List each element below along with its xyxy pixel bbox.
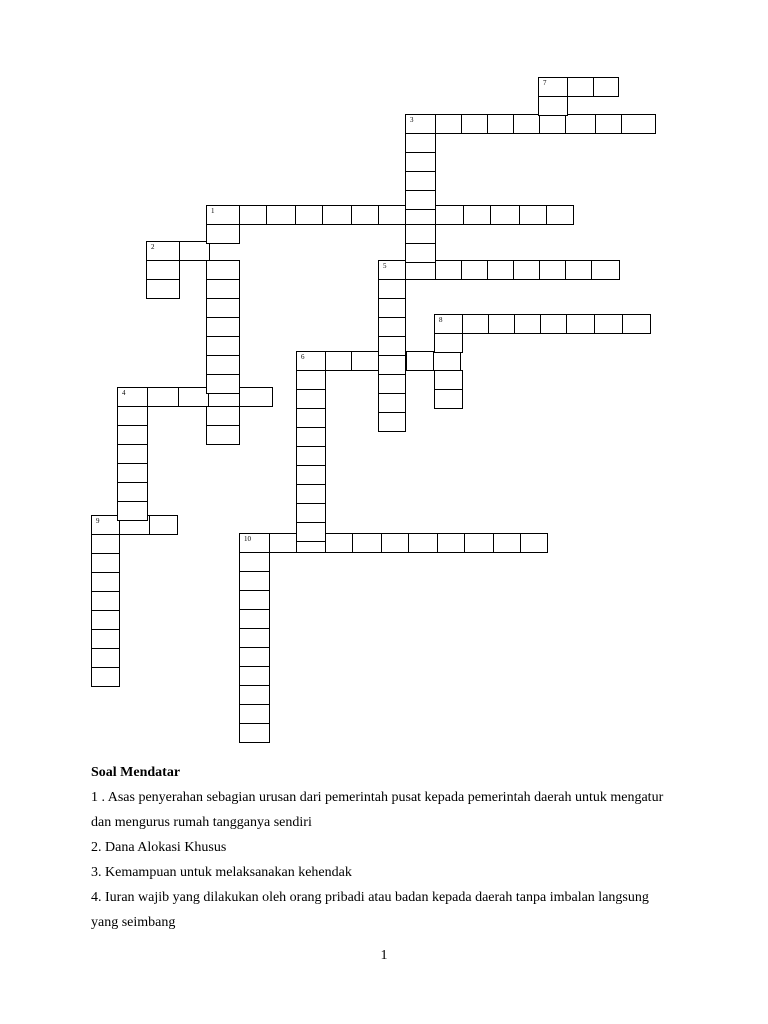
clue-item: 2. Dana Alokasi Khusus xyxy=(91,840,227,855)
crossword-cell[interactable] xyxy=(405,260,436,280)
crossword-cell[interactable] xyxy=(351,351,380,371)
crossword-cell[interactable] xyxy=(435,260,462,280)
crossword-cell[interactable] xyxy=(434,205,464,225)
crossword-cell[interactable] xyxy=(434,370,463,390)
crossword-cell[interactable] xyxy=(405,224,436,244)
crossword-cell[interactable] xyxy=(378,279,406,299)
crossword-cell[interactable] xyxy=(147,387,179,407)
crossword-cell[interactable] xyxy=(513,260,540,280)
crossword-cell[interactable] xyxy=(378,393,406,413)
crossword-cell[interactable] xyxy=(488,314,515,334)
crossword-cell[interactable] xyxy=(117,463,148,483)
crossword-cell[interactable] xyxy=(565,260,592,280)
crossword-cell[interactable] xyxy=(565,114,596,134)
crossword-cell[interactable] xyxy=(239,723,270,743)
crossword-cell[interactable] xyxy=(462,314,489,334)
crossword-cell[interactable] xyxy=(493,533,521,553)
crossword-cell[interactable] xyxy=(296,522,326,542)
crossword-cell[interactable] xyxy=(206,317,240,337)
crossword-cell[interactable] xyxy=(405,243,436,263)
crossword-cell[interactable] xyxy=(239,666,270,686)
crossword-cell[interactable] xyxy=(378,317,406,337)
clue-number-label: 9 xyxy=(96,517,100,525)
crossword-cell[interactable] xyxy=(461,260,488,280)
crossword-cell[interactable] xyxy=(520,533,548,553)
crossword-cell[interactable] xyxy=(239,609,270,629)
clue-number-label: 4 xyxy=(122,389,126,397)
crossword-cell[interactable] xyxy=(91,629,120,649)
crossword-cell[interactable] xyxy=(593,77,619,97)
crossword-cell[interactable] xyxy=(206,298,240,318)
crossword-cell[interactable] xyxy=(434,333,463,353)
crossword-cell[interactable] xyxy=(206,224,240,244)
crossword-cell[interactable] xyxy=(206,355,240,375)
crossword-cell[interactable] xyxy=(490,205,520,225)
crossword-cell[interactable] xyxy=(296,446,326,466)
crossword-cell[interactable] xyxy=(378,355,406,375)
crossword-cell[interactable] xyxy=(378,205,408,225)
clue-number-label: 7 xyxy=(543,79,547,87)
crossword-cell[interactable] xyxy=(622,314,651,334)
crossword-cell[interactable] xyxy=(538,96,568,116)
crossword-cell[interactable] xyxy=(435,114,462,134)
crossword-cell[interactable] xyxy=(239,628,270,648)
crossword-cell[interactable] xyxy=(239,533,270,553)
crossword-cell[interactable] xyxy=(91,515,120,535)
crossword-cell[interactable] xyxy=(539,260,566,280)
crossword-cell[interactable] xyxy=(405,190,436,210)
crossword-cell[interactable] xyxy=(146,241,180,261)
crossword-cell[interactable] xyxy=(405,152,436,172)
crossword-cell[interactable] xyxy=(487,114,514,134)
crossword-cell[interactable] xyxy=(269,533,297,553)
clues-section-title: Soal Mendatar xyxy=(91,765,181,780)
crossword-cell[interactable] xyxy=(408,533,438,553)
crossword-cell[interactable] xyxy=(179,241,210,261)
crossword-cell[interactable] xyxy=(239,647,270,667)
crossword-cell[interactable] xyxy=(621,114,656,134)
clue-number-label: 10 xyxy=(244,535,251,543)
clue-number-label: 6 xyxy=(301,353,305,361)
clue-item: 1 . Asas penyerahan sebagian urusan dari pemerintah pusat kepada pemerintah daerah untuk mengatur dan mengurus rumah tangganya sendiri xyxy=(91,790,664,830)
crossword-cell[interactable] xyxy=(91,610,120,630)
crossword-cell[interactable] xyxy=(513,114,540,134)
crossword-cell[interactable] xyxy=(296,427,326,447)
crossword-cell[interactable] xyxy=(239,205,267,225)
crossword-cell[interactable] xyxy=(91,534,120,554)
crossword-cell[interactable] xyxy=(91,572,120,592)
crossword-cell[interactable] xyxy=(538,77,568,97)
crossword-cell[interactable] xyxy=(566,314,595,334)
clue-number-label: 8 xyxy=(439,316,443,324)
crossword-cell[interactable] xyxy=(378,260,406,280)
crossword-cell[interactable] xyxy=(239,571,270,591)
crossword-cell[interactable] xyxy=(206,374,240,394)
crossword-cell[interactable] xyxy=(296,465,326,485)
crossword-cell[interactable] xyxy=(325,533,353,553)
crossword-cell[interactable] xyxy=(117,444,148,464)
crossword-cell[interactable] xyxy=(539,114,566,134)
crossword-cell[interactable] xyxy=(463,205,491,225)
crossword-cell[interactable] xyxy=(91,648,120,668)
crossword-cell[interactable] xyxy=(91,667,120,687)
across-clue-list xyxy=(91,785,671,935)
page-number: 1 xyxy=(380,948,388,963)
crossword-cell[interactable] xyxy=(239,704,270,724)
crossword-cell[interactable] xyxy=(322,205,352,225)
clue-number-label: 3 xyxy=(410,116,414,124)
clue-number-label: 5 xyxy=(383,262,387,270)
crossword-cell[interactable] xyxy=(433,351,461,371)
crossword-cell[interactable] xyxy=(514,314,541,334)
crossword-cell[interactable] xyxy=(437,533,465,553)
crossword-cell[interactable] xyxy=(146,279,180,299)
crossword-cell[interactable] xyxy=(296,503,326,523)
crossword-cell[interactable] xyxy=(239,387,273,407)
crossword-cell[interactable] xyxy=(206,336,240,356)
crossword-cell[interactable] xyxy=(206,425,240,445)
crossword-cell[interactable] xyxy=(91,553,120,573)
crossword-cell[interactable] xyxy=(206,205,240,225)
crossword-cell[interactable] xyxy=(461,114,488,134)
crossword-cell[interactable] xyxy=(519,205,547,225)
crossword-cell[interactable] xyxy=(117,425,148,445)
crossword-cell[interactable] xyxy=(178,387,209,407)
crossword-cell[interactable] xyxy=(378,412,406,432)
crossword-cell[interactable] xyxy=(464,533,494,553)
clue-item: 4. Iuran wajib yang dilakukan oleh orang pribadi atau badan kepada daerah tanpa imbalan langsung yang seimbang xyxy=(91,890,649,930)
crossword-cell[interactable] xyxy=(117,482,148,502)
crossword-cell[interactable] xyxy=(266,205,296,225)
crossword-cell[interactable] xyxy=(239,590,270,610)
crossword-cell[interactable] xyxy=(540,314,567,334)
clue-number-label: 1 xyxy=(211,207,215,215)
crossword-cell[interactable] xyxy=(296,370,326,390)
crossword-cell[interactable] xyxy=(296,351,326,371)
crossword-cell[interactable] xyxy=(325,351,352,371)
crossword-cell[interactable] xyxy=(206,279,240,299)
crossword-cell[interactable] xyxy=(567,77,594,97)
crossword-cell[interactable] xyxy=(434,314,463,334)
crossword-cell[interactable] xyxy=(378,336,406,356)
crossword-cell[interactable] xyxy=(595,114,622,134)
clue-number-label: 2 xyxy=(151,243,155,251)
crossword-cell[interactable] xyxy=(351,205,379,225)
crossword-cell[interactable] xyxy=(296,389,326,409)
clues-section xyxy=(91,760,671,935)
crossword-cell[interactable] xyxy=(434,389,463,409)
crossword-cell[interactable] xyxy=(117,387,148,407)
crossword-cell[interactable] xyxy=(591,260,620,280)
crossword-cell[interactable] xyxy=(405,133,436,153)
crossword-cell[interactable] xyxy=(91,591,120,611)
crossword-cell[interactable] xyxy=(239,685,270,705)
crossword-cell[interactable] xyxy=(352,533,382,553)
crossword-cell[interactable] xyxy=(206,260,240,280)
crossword-cell[interactable] xyxy=(378,374,406,394)
crossword-cell[interactable] xyxy=(405,171,436,191)
crossword-cell[interactable] xyxy=(406,351,434,371)
crossword-cell[interactable] xyxy=(149,515,178,535)
crossword-cell[interactable] xyxy=(295,205,323,225)
crossword-cell[interactable] xyxy=(117,501,148,521)
crossword-cell[interactable] xyxy=(594,314,623,334)
crossword-cell[interactable] xyxy=(146,260,180,280)
crossword-cell[interactable] xyxy=(405,114,436,134)
crossword-cell[interactable] xyxy=(296,484,326,504)
crossword-cell[interactable] xyxy=(378,298,406,318)
crossword-cell[interactable] xyxy=(117,406,148,426)
crossword-cell[interactable] xyxy=(296,408,326,428)
crossword-cell[interactable] xyxy=(487,260,514,280)
crossword-cell[interactable] xyxy=(546,205,574,225)
crossword-cell[interactable] xyxy=(239,552,270,572)
clue-item: 3. Kemampuan untuk melaksanakan kehendak xyxy=(91,865,352,880)
crossword-cell[interactable] xyxy=(206,406,240,426)
crossword-cell[interactable] xyxy=(381,533,409,553)
